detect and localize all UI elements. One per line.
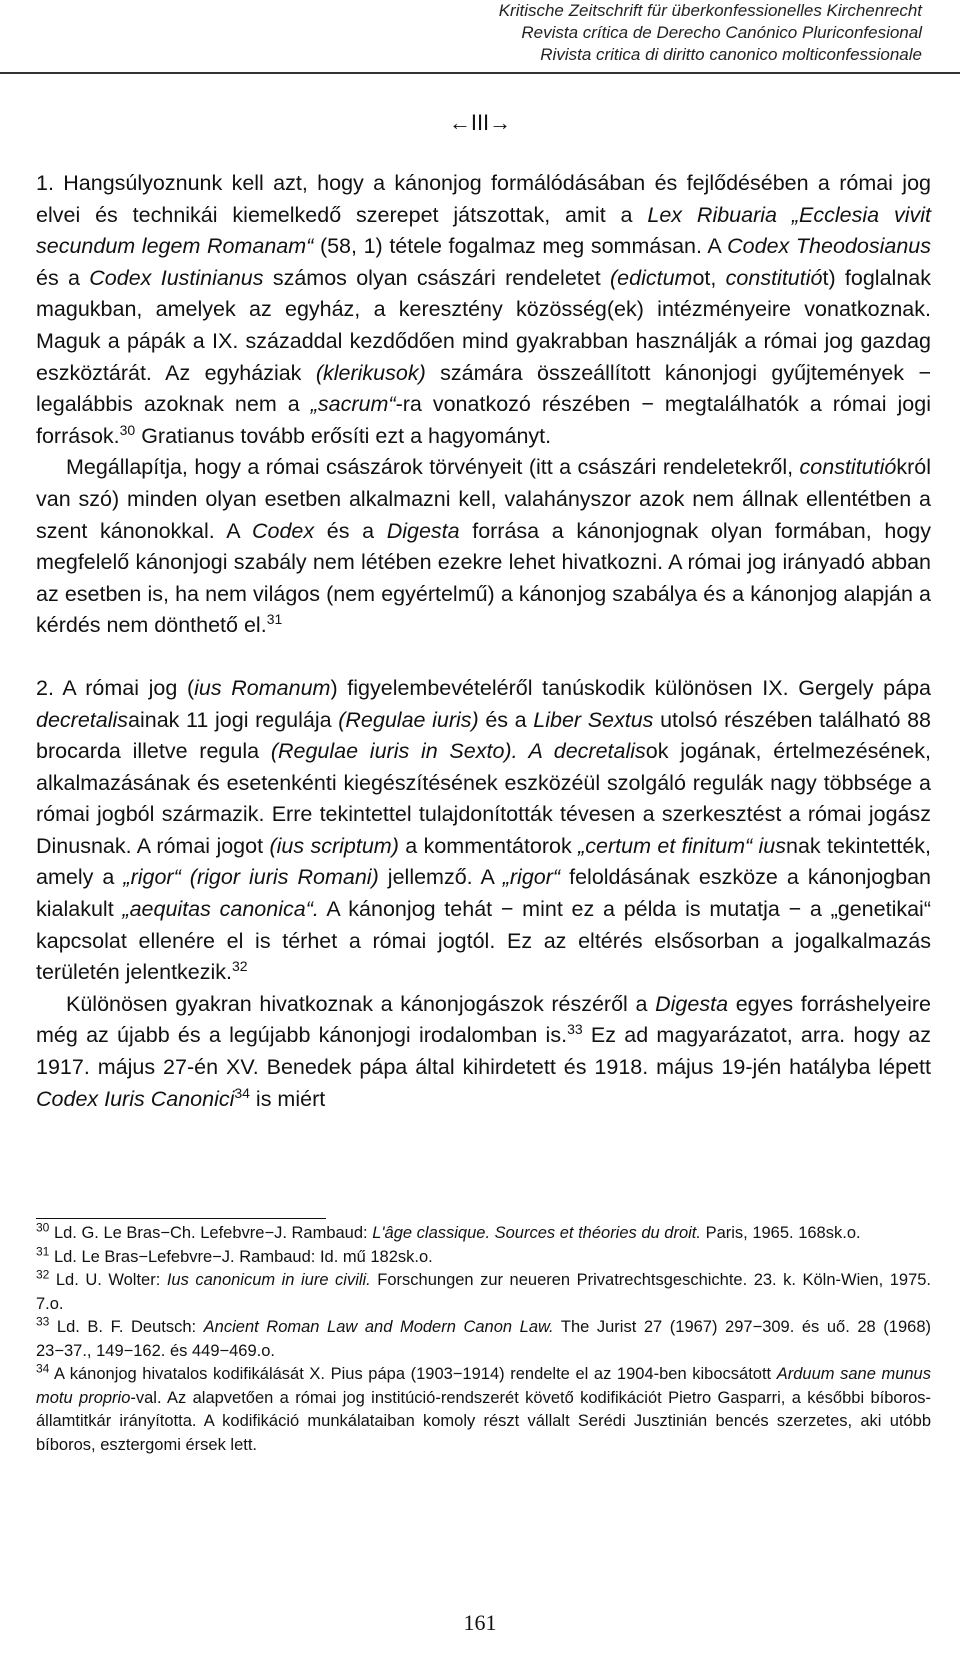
text-run: Megállapítja, hogy a római császárok törvényeit (itt a császári rendeletekről, (66, 455, 800, 480)
text-run: forrása a kánonjognak olyan formában, hogy megfelelő kánonjogi szabály nem létében ezekre lehet hivatkozni. A római jog irányadó abban az esetben is, ha nem világos (nem egyértelmű) a kánonjog szabálya és a kánonjog alapján a kérdés nem dönthető el. (36, 518, 931, 638)
text-run: Paris, 1965. 168sk.o. (700, 1224, 861, 1242)
text-run: utolsó részében található 88 brocarda illetve regula (36, 707, 931, 764)
text-run: Ld. G. Le Bras−Ch. Lefebvre−J. Rambaud: (49, 1224, 373, 1242)
text-run: (58, 1) tétele fogalmaz meg sommásan. A (313, 234, 728, 259)
italic-run: (Regulae iuris in Sexto). A decretalis (270, 739, 646, 764)
text-run: Gratianus tovább erősíti ezt a hagyományt. (135, 423, 552, 448)
footnote-ref-33[interactable]: 33 (567, 1021, 583, 1038)
footnote-32 (36, 1269, 931, 1316)
text-run: król van szó) minden olyan esetben alkalmazni kell, valahányszor azok nem állnak ellentétben a szent kánonokkal. A (36, 455, 931, 543)
journal-header (322, 0, 922, 66)
text-run: a kommentátorok (398, 833, 579, 858)
text-run: Ez ad magyarázatot, arra. hogy az 1917. május 27-én XV. Benedek pápa által kihirdetett és 1918. május 19-jén hatályba lépett (36, 1023, 931, 1080)
italic-run: Liber Sextus (533, 707, 654, 732)
text-run: egyes forráshelyeire még az újabb és a legújabb kánonjogi irodalomban is. (36, 991, 931, 1048)
italic-run: „sacrum“ (310, 392, 396, 417)
text-run: és a (314, 518, 387, 543)
footnote-number: 32 (36, 1267, 50, 1282)
text-run: 1. Hangsúlyoznunk kell azt, hogy a kánonjog formálódásában és fejlődésében a római jog elvei és technikái kiemelkedő szerepet játszottak, amit a (36, 171, 931, 227)
text-run: ok jogának, értelmezésének, alkalmazásának és esetenkénti kiegészítésének eszközéül szolgáló regulák nagy többsége a római jogból származik. Erre tekintettel tulajdonították tévesen a szerkesztést a római jogász Dinusnak. A római jogot (36, 739, 931, 858)
text-run: ) figyelembevételéről tanúskodik különösen IX. Gergely pápa (330, 675, 932, 700)
footnotes (36, 1222, 931, 1457)
text-run: 2. A római jog ( (36, 675, 195, 700)
text-run: Különösen gyakran hivatkoznak a kánonjogászok részéről a (66, 991, 656, 1016)
text-run: -ra vonatkozó részében − megtalálhatók a római jogi források. (36, 392, 931, 448)
italic-run: Codex Iustinianus (89, 265, 264, 290)
italic-run: Digesta (655, 991, 729, 1016)
italic-run: (edictum (610, 265, 693, 290)
text-run: és a (478, 707, 534, 732)
page-number: 161 (463, 1610, 497, 1635)
text-run: Ld. B. F. Deutsch: (49, 1318, 204, 1336)
italic-run: decretalis (36, 707, 129, 732)
paragraph-3 (36, 673, 931, 989)
text-run: Ld. U. Wolter: (49, 1271, 167, 1289)
footnote-ref-34[interactable]: 34 (234, 1084, 250, 1101)
text-run: és a (36, 265, 90, 290)
italic-run: Digesta (386, 518, 460, 543)
footnote-number: 30 (36, 1220, 50, 1235)
header-title-italian: Rivista critica di diritto canonico molticonfessionale (540, 45, 922, 64)
header-divider (0, 72, 960, 74)
footnote-31 (36, 1246, 931, 1270)
text-run: nak tekintették, amely a (36, 833, 932, 890)
italic-run: (ius scriptum) (269, 833, 399, 858)
text-run: ainak 11 jogi regulája (128, 707, 339, 732)
text-run: t) foglalnak magukban, amelyek az egyház, a keresztény közösség(ek) intézményeire vonatkoznak. Maguk a pápák a IX. századdal kezdődően mind gyakrabban használják a római jog gazdag eszköztárát. Az egyháziak (36, 265, 931, 385)
text-run: A kánonjog tehát − mint ez a példa is mutatja − a „genetikai“ kapcsolat ellenére el is térhet a római jogtól. Ez az eltérés elsősorban a jogalkalmazás területén jelentkezik. (36, 897, 931, 985)
italic-run: constitutió (725, 265, 823, 290)
italic-run: „aequitas canonica“. (122, 897, 319, 922)
footnote-number: 34 (36, 1361, 50, 1376)
text-run: A kánonjog hivatalos kodifikálását X. Pius pápa (1903−1914) rendelte el az 1904-ben kibocsátott (49, 1365, 777, 1383)
italic-run: „rigor“ (502, 865, 561, 890)
footnote-ref-32[interactable]: 32 (232, 958, 248, 975)
text-run: ot, (692, 265, 726, 290)
text-run: The Jurist 27 (1967) 297−309. és uő. 28 (1968) 23−37., 149−162. és 449−469.o. (36, 1318, 931, 1360)
footnote-ref-31[interactable]: 31 (266, 611, 283, 628)
footnote-number: 31 (36, 1244, 50, 1258)
italic-run: ius Romanum (194, 675, 331, 700)
header-title-german: Kritische Zeitschrift für überkonfessionelles Kirchenrecht (498, 1, 922, 20)
footnote-30 (36, 1222, 931, 1246)
text-run: jellemző. A (378, 865, 503, 890)
text-run: is miért (249, 1086, 326, 1111)
footnote-33 (36, 1316, 931, 1363)
article-body (36, 168, 931, 1115)
italic-run: Ancient Roman Law and Modern Canon Law. (203, 1318, 554, 1336)
text-run: -val. Az alapvetően a római jog institúció-rendszerét követő kodifikációt Pietro Gasparri, a későbbi bíboros-államtitkár irányította. A kodifikáció munkálataiban komoly részt vállalt Serédi Jusztinián bencés szerzetes, aki utóbb bíboros, esztergomi érsek lett. (36, 1388, 931, 1454)
italic-run: Codex Theodosianus (727, 234, 931, 259)
footnote-number: 33 (36, 1314, 50, 1329)
footnote-divider (36, 1218, 326, 1219)
section-marker: ←III→ (448, 110, 512, 135)
footnote-ref-30[interactable]: 30 (119, 421, 136, 438)
italic-run: Codex (251, 518, 315, 543)
paragraph-4 (36, 989, 931, 1115)
italic-run: (Regulae iuris) (338, 707, 479, 732)
italic-run: Arduum sane munus motu proprio (36, 1365, 931, 1407)
text-run: számára összeállított kánonjogi gyűjtemények − legalábbis azoknak nem a (36, 360, 931, 417)
italic-run: „certum et finitum“ ius (578, 833, 787, 858)
text-run: feloldásának eszköze a kánonjogban kialakult (36, 865, 931, 922)
italic-run: Codex Iuris Canonici (36, 1086, 235, 1111)
italic-run: (klerikusok) (315, 360, 426, 385)
text-run: Ld. Le Bras−Lefebvre−J. Rambaud: Id. mű 182sk.o. (49, 1247, 433, 1266)
italic-run: L'âge classique. Sources et théories du droit. (372, 1224, 701, 1242)
text-run: Forschungen zur neueren Privatrechtsgeschichte. 23. k. Köln-Wien, 1975. 7.o. (36, 1271, 932, 1313)
italic-run: „rigor“ (rigor iuris Romani) (123, 865, 379, 890)
italic-run: Ius canonicum in iure civili. (166, 1271, 371, 1289)
text-run: számos olyan császári rendeletet (263, 265, 610, 290)
italic-run: Lex Ribuaria „Ecclesia vivit secundum legem Romanam“ (36, 202, 931, 259)
italic-run: constitutió (799, 455, 897, 480)
footnote-34 (36, 1363, 931, 1457)
paragraph-1 (36, 168, 931, 452)
paragraph-2 (36, 452, 931, 642)
header-title-spanish: Revista crítica de Derecho Canónico Pluriconfesional (521, 23, 922, 42)
